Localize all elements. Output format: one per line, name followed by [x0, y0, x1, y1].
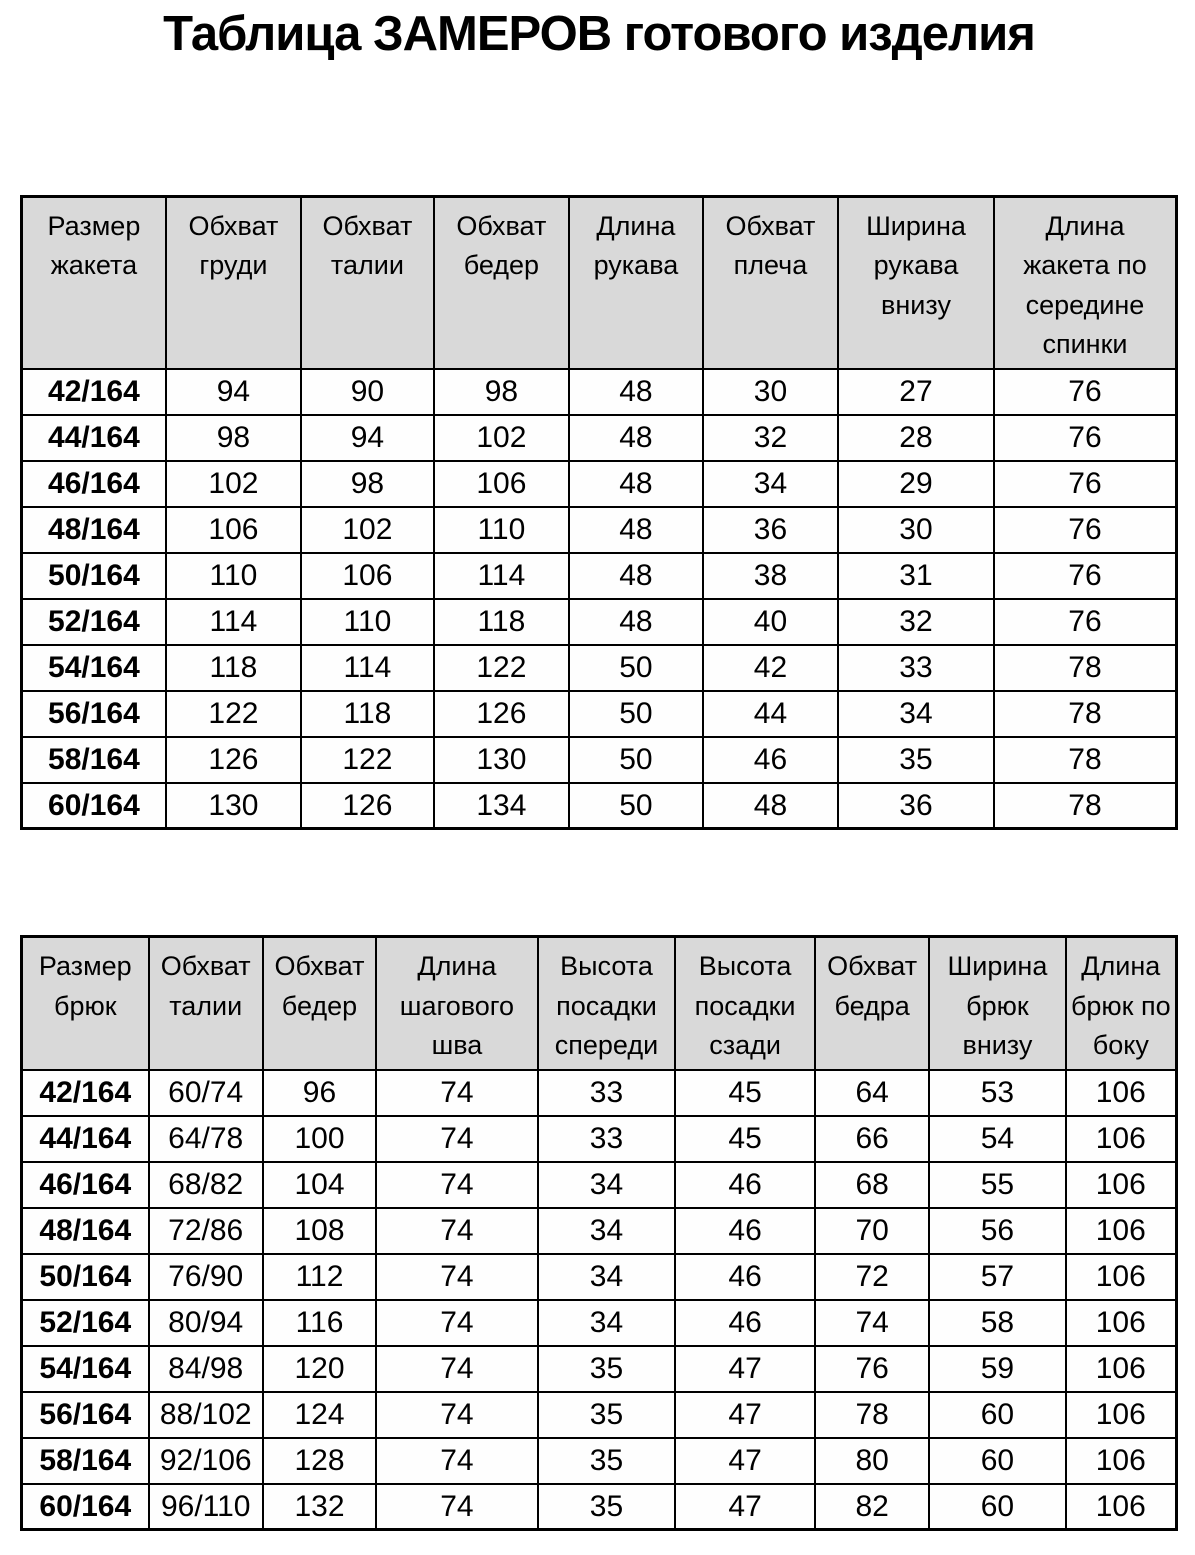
measurement-cell: 78: [994, 737, 1177, 783]
column-header: Обхват груди: [166, 197, 301, 369]
measurement-cell: 122: [301, 737, 434, 783]
measurement-cell: 48: [703, 783, 838, 829]
measurement-cell: 45: [675, 1070, 815, 1116]
size-cell: 42/164: [22, 1070, 149, 1116]
measurement-cell: 106: [1066, 1484, 1177, 1530]
measurement-cell: 98: [166, 415, 301, 461]
measurement-cell: 114: [166, 599, 301, 645]
measurement-cell: 47: [675, 1484, 815, 1530]
measurement-cell: 114: [301, 645, 434, 691]
measurement-cell: 48: [569, 553, 703, 599]
measurement-cell: 94: [166, 369, 301, 415]
measurement-cell: 126: [166, 737, 301, 783]
measurement-cell: 102: [434, 415, 569, 461]
measurement-cell: 114: [434, 553, 569, 599]
measurement-cell: 33: [538, 1070, 675, 1116]
size-cell: 52/164: [22, 599, 166, 645]
table-row: [22, 783, 1177, 829]
measurement-cell: 46: [703, 737, 838, 783]
measurement-cell: 50: [569, 783, 703, 829]
size-cell: 48/164: [22, 1208, 149, 1254]
column-header: Обхват бедер: [434, 197, 569, 369]
column-header: Длина шагового шва: [376, 937, 538, 1070]
measurement-cell: 78: [815, 1392, 929, 1438]
measurement-cell: 50: [569, 645, 703, 691]
measurement-cell: 59: [929, 1346, 1065, 1392]
jacket-measurements-table: [20, 195, 1178, 830]
column-header: Обхват бедра: [815, 937, 929, 1070]
column-header: Обхват талии: [149, 937, 263, 1070]
table-row: [22, 1116, 1177, 1162]
measurement-cell: 102: [166, 461, 301, 507]
measurement-cell: 76: [994, 599, 1177, 645]
measurement-cell: 34: [538, 1254, 675, 1300]
measurement-cell: 60: [929, 1392, 1065, 1438]
table-row: [22, 369, 1177, 415]
measurement-cell: 53: [929, 1070, 1065, 1116]
size-cell: 54/164: [22, 645, 166, 691]
table-row: [22, 507, 1177, 553]
measurement-cell: 46: [675, 1300, 815, 1346]
measurement-cell: 82: [815, 1484, 929, 1530]
measurement-cell: 106: [1066, 1254, 1177, 1300]
measurement-cell: 100: [263, 1116, 376, 1162]
size-cell: 50/164: [22, 1254, 149, 1300]
column-header: Высота посадки спереди: [538, 937, 675, 1070]
measurement-cell: 76: [994, 369, 1177, 415]
measurement-cell: 60: [929, 1484, 1065, 1530]
measurement-cell: 76: [994, 461, 1177, 507]
measurement-cell: 84/98: [149, 1346, 263, 1392]
measurement-cell: 110: [301, 599, 434, 645]
measurement-cell: 130: [166, 783, 301, 829]
measurement-cell: 68: [815, 1162, 929, 1208]
measurement-cell: 76: [815, 1346, 929, 1392]
measurement-cell: 96/110: [149, 1484, 263, 1530]
measurement-cell: 116: [263, 1300, 376, 1346]
measurement-cell: 55: [929, 1162, 1065, 1208]
measurement-cell: 32: [703, 415, 838, 461]
measurement-cell: 80/94: [149, 1300, 263, 1346]
measurement-cell: 27: [838, 369, 994, 415]
measurement-cell: 38: [703, 553, 838, 599]
size-cell: 46/164: [22, 461, 166, 507]
measurement-cell: 31: [838, 553, 994, 599]
measurement-cell: 74: [376, 1300, 538, 1346]
measurement-cell: 134: [434, 783, 569, 829]
size-cell: 52/164: [22, 1300, 149, 1346]
measurement-cell: 72: [815, 1254, 929, 1300]
measurement-cell: 57: [929, 1254, 1065, 1300]
measurement-cell: 34: [538, 1300, 675, 1346]
measurement-cell: 98: [301, 461, 434, 507]
measurement-cell: 118: [166, 645, 301, 691]
measurement-cell: 96: [263, 1070, 376, 1116]
measurement-cell: 122: [434, 645, 569, 691]
table-row: [22, 1162, 1177, 1208]
header-row: [22, 197, 1177, 369]
measurement-cell: 78: [994, 691, 1177, 737]
measurement-cell: 128: [263, 1438, 376, 1484]
measurement-cell: 34: [538, 1208, 675, 1254]
measurement-cell: 44: [703, 691, 838, 737]
measurement-cell: 33: [838, 645, 994, 691]
measurement-cell: 46: [675, 1254, 815, 1300]
measurement-cell: 106: [434, 461, 569, 507]
measurement-cell: 122: [166, 691, 301, 737]
column-header: Ширина рукава внизу: [838, 197, 994, 369]
measurement-cell: 32: [838, 599, 994, 645]
size-cell: 60/164: [22, 1484, 149, 1530]
jacket-measurements-section: [20, 195, 1178, 830]
column-header: Ширина брюк внизу: [929, 937, 1065, 1070]
measurement-cell: 74: [376, 1070, 538, 1116]
size-cell: 56/164: [22, 1392, 149, 1438]
measurement-cell: 35: [538, 1346, 675, 1392]
size-cell: 44/164: [22, 415, 166, 461]
measurement-cell: 40: [703, 599, 838, 645]
column-header: Обхват плеча: [703, 197, 838, 369]
measurement-cell: 45: [675, 1116, 815, 1162]
measurement-cell: 70: [815, 1208, 929, 1254]
measurement-cell: 34: [838, 691, 994, 737]
table-row: [22, 1392, 1177, 1438]
measurement-cell: 30: [703, 369, 838, 415]
page-title: Таблица ЗАМЕРОВ готового изделия: [163, 7, 1035, 61]
measurement-cell: 66: [815, 1116, 929, 1162]
size-cell: 48/164: [22, 507, 166, 553]
measurement-cell: 126: [301, 783, 434, 829]
trousers-measurements-section: [20, 935, 1178, 1531]
measurement-cell: 118: [301, 691, 434, 737]
size-cell: 46/164: [22, 1162, 149, 1208]
measurement-cell: 110: [166, 553, 301, 599]
measurement-cell: 106: [1066, 1162, 1177, 1208]
measurement-cell: 126: [434, 691, 569, 737]
measurement-cell: 48: [569, 599, 703, 645]
column-header: Обхват талии: [301, 197, 434, 369]
measurement-cell: 74: [376, 1392, 538, 1438]
size-cell: 54/164: [22, 1346, 149, 1392]
size-cell: 44/164: [22, 1116, 149, 1162]
measurement-cell: 29: [838, 461, 994, 507]
measurement-cell: 124: [263, 1392, 376, 1438]
measurement-cell: 74: [376, 1116, 538, 1162]
measurement-cell: 110: [434, 507, 569, 553]
measurement-cell: 130: [434, 737, 569, 783]
table-row: [22, 1208, 1177, 1254]
measurement-cell: 120: [263, 1346, 376, 1392]
size-cell: 56/164: [22, 691, 166, 737]
measurement-cell: 28: [838, 415, 994, 461]
column-header: Длина жакета по середине спинки: [994, 197, 1177, 369]
measurement-cell: 102: [301, 507, 434, 553]
measurement-cell: 35: [838, 737, 994, 783]
measurement-cell: 106: [1066, 1392, 1177, 1438]
measurement-cell: 132: [263, 1484, 376, 1530]
measurement-cell: 74: [376, 1438, 538, 1484]
measurement-cell: 34: [703, 461, 838, 507]
size-cell: 42/164: [22, 369, 166, 415]
measurement-cell: 106: [1066, 1070, 1177, 1116]
measurement-cell: 35: [538, 1392, 675, 1438]
measurement-cell: 68/82: [149, 1162, 263, 1208]
measurement-cell: 46: [675, 1208, 815, 1254]
size-cell: 60/164: [22, 783, 166, 829]
table-row: [22, 1300, 1177, 1346]
table-row: [22, 599, 1177, 645]
measurement-cell: 112: [263, 1254, 376, 1300]
measurement-cell: 36: [703, 507, 838, 553]
measurement-cell: 106: [1066, 1208, 1177, 1254]
measurement-cell: 48: [569, 415, 703, 461]
measurement-cell: 76: [994, 415, 1177, 461]
measurement-cell: 50: [569, 737, 703, 783]
measurement-cell: 35: [538, 1438, 675, 1484]
measurement-cell: 58: [929, 1300, 1065, 1346]
measurement-cell: 76/90: [149, 1254, 263, 1300]
measurement-cell: 74: [376, 1484, 538, 1530]
measurement-cell: 47: [675, 1346, 815, 1392]
measurement-cell: 94: [301, 415, 434, 461]
measurement-cell: 74: [376, 1162, 538, 1208]
column-header: Обхват бедер: [263, 937, 376, 1070]
measurement-cell: 104: [263, 1162, 376, 1208]
measurement-cell: 74: [376, 1254, 538, 1300]
column-header: Длина рукава: [569, 197, 703, 369]
measurement-cell: 33: [538, 1116, 675, 1162]
measurement-cell: 50: [569, 691, 703, 737]
measurement-cell: 106: [301, 553, 434, 599]
measurement-cell: 78: [994, 783, 1177, 829]
measurement-cell: 98: [434, 369, 569, 415]
measurement-cell: 106: [1066, 1346, 1177, 1392]
measurement-cell: 42: [703, 645, 838, 691]
measurement-cell: 56: [929, 1208, 1065, 1254]
measurement-cell: 46: [675, 1162, 815, 1208]
table-row: [22, 1438, 1177, 1484]
measurement-cell: 74: [376, 1208, 538, 1254]
size-cell: 50/164: [22, 553, 166, 599]
measurement-cell: 108: [263, 1208, 376, 1254]
measurement-cell: 36: [838, 783, 994, 829]
measurement-cell: 106: [166, 507, 301, 553]
header-row: [22, 937, 1177, 1070]
measurement-cell: 64: [815, 1070, 929, 1116]
measurement-cell: 35: [538, 1484, 675, 1530]
measurement-cell: 47: [675, 1392, 815, 1438]
measurement-cell: 60/74: [149, 1070, 263, 1116]
measurement-cell: 88/102: [149, 1392, 263, 1438]
measurement-cell: 48: [569, 369, 703, 415]
table-row: [22, 645, 1177, 691]
size-cell: 58/164: [22, 737, 166, 783]
measurement-cell: 48: [569, 461, 703, 507]
measurement-cell: 74: [815, 1300, 929, 1346]
table-row: [22, 1254, 1177, 1300]
column-header: Размер жакета: [22, 197, 166, 369]
table-row: [22, 691, 1177, 737]
measurement-cell: 74: [376, 1346, 538, 1392]
measurement-cell: 47: [675, 1438, 815, 1484]
measurement-cell: 72/86: [149, 1208, 263, 1254]
table-row: [22, 1346, 1177, 1392]
table-row: [22, 1484, 1177, 1530]
measurement-cell: 80: [815, 1438, 929, 1484]
column-header: Длина брюк по боку: [1066, 937, 1177, 1070]
measurement-cell: 30: [838, 507, 994, 553]
column-header: Размер брюк: [22, 937, 149, 1070]
measurement-cell: 34: [538, 1162, 675, 1208]
measurement-cell: 76: [994, 553, 1177, 599]
measurement-cell: 106: [1066, 1116, 1177, 1162]
measurement-cell: 64/78: [149, 1116, 263, 1162]
table-row: [22, 553, 1177, 599]
measurement-cell: 106: [1066, 1438, 1177, 1484]
measurement-cell: 78: [994, 645, 1177, 691]
table-row: [22, 461, 1177, 507]
measurement-cell: 92/106: [149, 1438, 263, 1484]
measurement-cell: 60: [929, 1438, 1065, 1484]
column-header: Высота посадки сзади: [675, 937, 815, 1070]
table-row: [22, 737, 1177, 783]
measurement-cell: 106: [1066, 1300, 1177, 1346]
size-cell: 58/164: [22, 1438, 149, 1484]
trousers-measurements-table: [20, 935, 1178, 1531]
measurement-cell: 76: [994, 507, 1177, 553]
table-row: [22, 1070, 1177, 1116]
table-row: [22, 415, 1177, 461]
measurement-cell: 118: [434, 599, 569, 645]
measurement-cell: 54: [929, 1116, 1065, 1162]
measurement-cell: 48: [569, 507, 703, 553]
measurement-cell: 90: [301, 369, 434, 415]
